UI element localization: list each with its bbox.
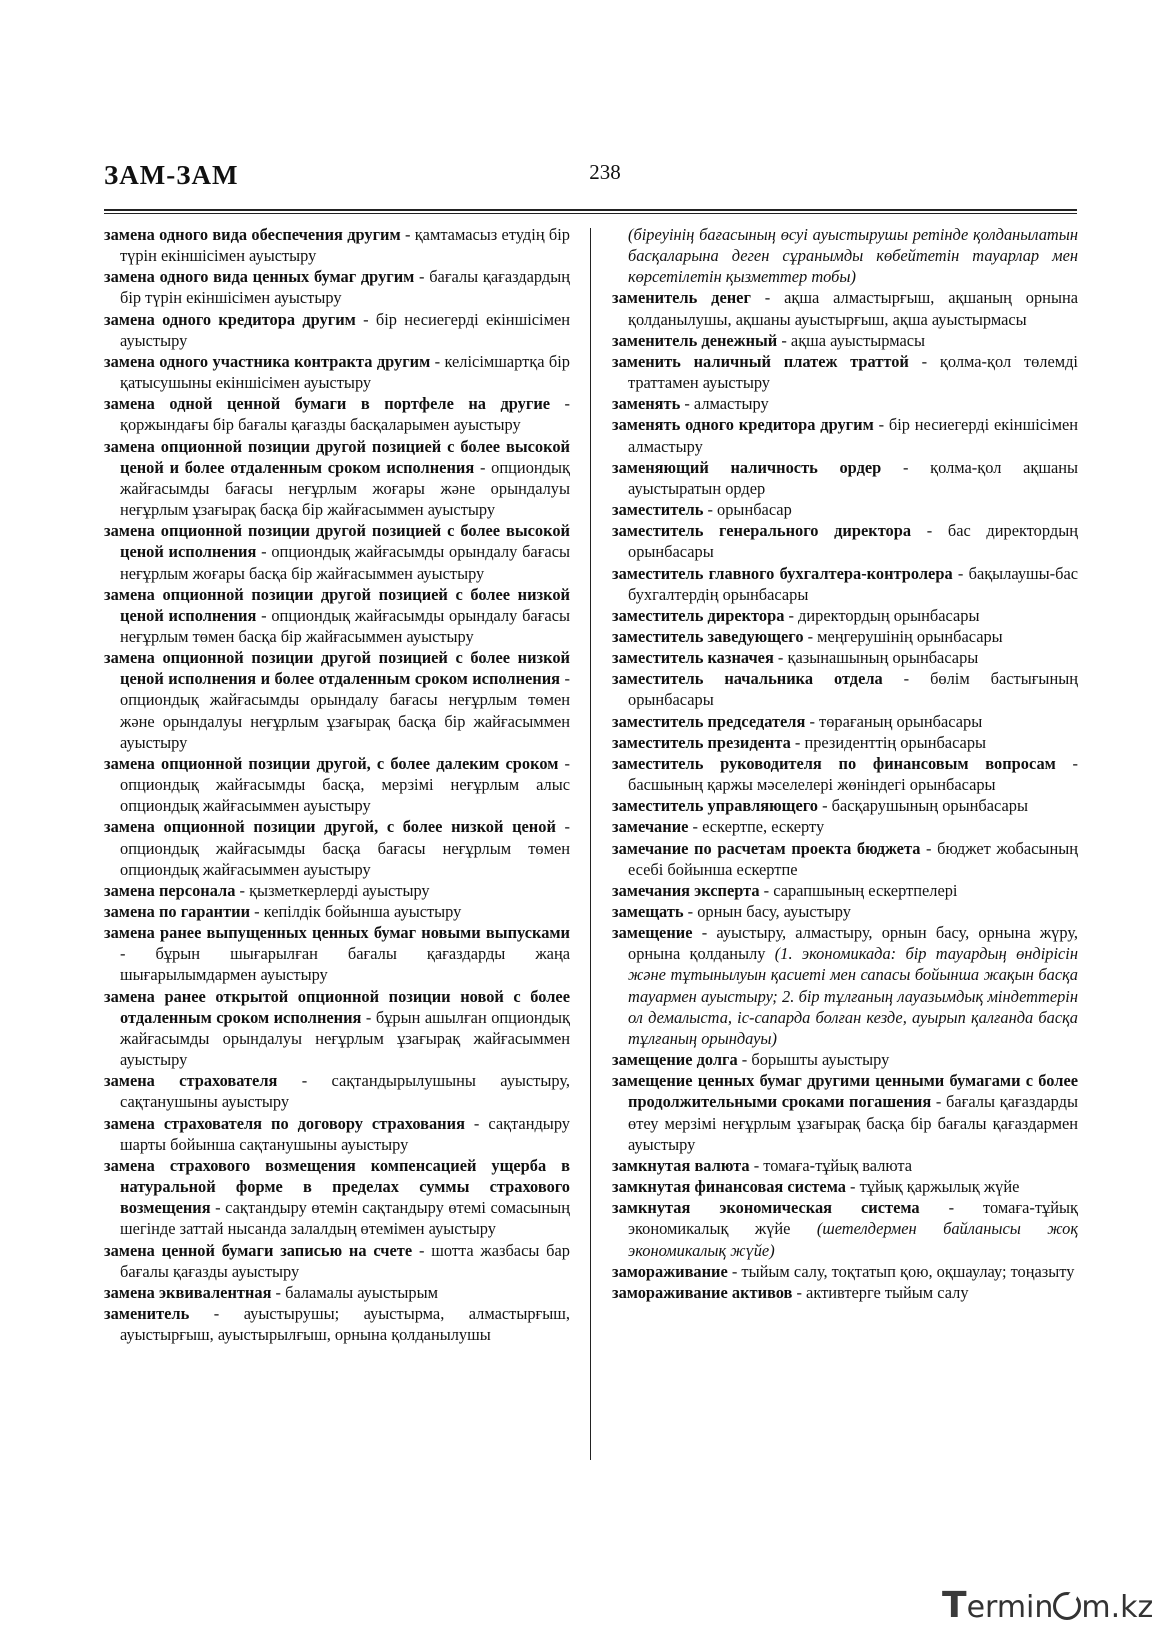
dictionary-entry (612, 922, 1078, 1049)
dictionary-entry (612, 816, 1078, 837)
entry-definition: - тыйым салу, тоқтатып қою, оқшаулау; тоңазыту (727, 1261, 1075, 1281)
entry-term: замораживание (612, 1261, 728, 1281)
dictionary-entry (612, 457, 1078, 499)
entry-definition: - сақтандыру шарты бойынша сақтанушыны ауыстыру (120, 1113, 570, 1154)
dictionary-entry (104, 1282, 570, 1303)
entry-term: замена опционной позиции другой позицией с более высокой ценой исполнения (104, 521, 570, 562)
entry-definition: - қызметкерлерді ауыстыру (235, 880, 430, 900)
entry-term: замена страхователя (104, 1071, 278, 1091)
entry-term: заместитель заведующего (612, 626, 804, 646)
entry-definition: - баламалы ауыстырым (271, 1282, 438, 1302)
entry-definition: - шотта жазбасы бар бағалы қағазды ауыстыру (120, 1240, 570, 1281)
dictionary-entry (612, 901, 1078, 922)
entry-definition: - бір несиегерді екіншісімен ауыстыру (120, 309, 571, 350)
entry-term: замкнутая валюта (612, 1155, 750, 1175)
entry-term: заменять одного кредитора другим (612, 415, 874, 435)
dictionary-entry (612, 414, 1078, 456)
entry-definition: - қазынашының орынбасары (773, 648, 979, 668)
logo-text-start: ermin (966, 1590, 1054, 1625)
entry-definition: - бұрын ашылған опциондық жайғасымды орындалуы неғұрлым ұзағырақ жайғасыммен ауыстыру (120, 1007, 570, 1070)
entry-term: заменить наличный платеж траттой (612, 351, 909, 371)
entry-term: заменитель (104, 1303, 190, 1323)
dictionary-entry (612, 795, 1078, 816)
entry-definition: - бюджет жобасының есебі бойынша ескертпе (628, 838, 1078, 879)
entry-definition: - опциондық жайғасымды басқа, мерзімі неғұрлым алыс опциондық жайғасыммен ауыстыру (120, 753, 570, 816)
entry-definition: - директордың орынбасары (784, 605, 980, 625)
dictionary-entry (612, 1070, 1078, 1155)
termincom-logo: Termin m.kz (942, 1585, 1154, 1626)
entry-definition: - төрағаның орынбасары (805, 711, 983, 731)
entry-definition: - сарапшының ескертпелері (759, 880, 958, 900)
entry-term: замена персонала (104, 880, 236, 900)
entry-definition: - кепілдік бойынша ауыстыру (250, 902, 462, 921)
entry-term: заместитель генерального директора (612, 521, 912, 541)
dictionary-entry (612, 605, 1078, 626)
entry-definition: - опциондық жайғасымды бағасы неғұрлым жоғары және орындалуы неғұрлым ұзағырақ басқа бір жайғасыммен ауыстыру (120, 457, 570, 520)
dictionary-entry (612, 287, 1078, 329)
entry-term: заменять (612, 394, 681, 414)
entry-definition: - алмастыру (680, 394, 769, 414)
entry-definition: - орнын басу, ауыстыру (683, 902, 851, 921)
dictionary-entry (612, 1176, 1078, 1197)
entry-term: замена ранее открытой опционной позиции новой с более отдаленным сроком исполнения (104, 986, 570, 1027)
dictionary-entry (612, 1261, 1078, 1282)
entry-note: (1. экономикада: бір тауардың өндірісін және тұтынылуын қасиеті мен сапасы бойынша жақын басқа тауармен ауыстыру; 2. бір тұлғаның лауазымдық міндеттерін ол демалыста, іс-сапарда болған кезде, ауырып қалғанда басқа тұлғаның орындауы) (628, 944, 1078, 1048)
dictionary-entry (104, 922, 570, 985)
dictionary-entry (104, 647, 570, 753)
entry-term: заместитель управляющего (612, 796, 818, 816)
magnifier-o-icon (1053, 1592, 1081, 1620)
dictionary-entry (612, 1197, 1078, 1260)
dictionary-entry (104, 1240, 570, 1282)
entry-term: заместитель главного бухгалтера-контролера (612, 563, 953, 583)
entry-definition: - сақтандырылушыны ауыстыру, сақтанушыны ауыстыру (120, 1071, 570, 1112)
entry-definition: - ескертпе, ескерту (688, 817, 825, 837)
entry-definition: - басшының қаржы мәселелері жөніндегі орынбасары (628, 753, 1078, 795)
dictionary-entry (612, 838, 1078, 880)
entry-term: замкнутая финансовая система (612, 1177, 846, 1197)
page-number: 238 (589, 160, 621, 184)
entry-term: заместитель начальника отдела (612, 669, 883, 689)
entry-term: замена страхового возмещения компенсацией ущерба в натуральной форме в пределах суммы страхового возмещения (104, 1155, 570, 1218)
entry-definition: - опциондық жайғасымды орындалу бағасы неғұрлым жоғары басқа бір жайғасыммен ауыстыру (120, 542, 570, 583)
dictionary-entry (612, 1282, 1078, 1303)
dictionary-entry (104, 816, 570, 879)
entry-term: заместитель председателя (612, 711, 806, 731)
entry-term: замещение долга (612, 1050, 738, 1070)
dictionary-entry (104, 584, 570, 647)
entry-definition: - бағалы қағаздарды өтеу мерзімі неғұрлым ұзағырақ басқа бір бағалы қағаздармен ауыстыру (628, 1092, 1078, 1154)
entry-term: замечание по расчетам проекта бюджета (612, 838, 921, 858)
dictionary-entry (612, 351, 1078, 393)
entry-term: заместитель директора (612, 605, 785, 625)
entry-definition: - опциондық жайғасымды басқа бағасы неғұрлым төмен опциондық жайғасыммен ауыстыру (120, 817, 570, 879)
entry-term: заменитель денег (612, 288, 751, 308)
dictionary-entry (612, 732, 1078, 753)
entry-term: замена одного вида ценных бумаг другим (104, 267, 415, 287)
dictionary-entry (104, 986, 570, 1071)
entry-definition: - бақылаушы-бас бухгалтердің орынбасары (628, 563, 1078, 604)
entry-definition: - ауыстырушы; ауыстырма, алмастырғыш, ауыстырғыш, ауыстырылғыш, орнына қолданылушы (120, 1303, 570, 1345)
column-divider (590, 228, 591, 1460)
entry-definition: - қамтамасыз етудің бір түрін екіншісімен ауыстыру (120, 225, 570, 266)
entry-term: замещение (612, 923, 693, 943)
entry-term: замена ценной бумаги записью на счете (104, 1240, 413, 1260)
entry-term: замена опционной позиции другой позицией с более низкой ценой исполнения (104, 584, 570, 625)
entry-definition: - қоржындағы бір бағалы қағазды басқаларымен ауыстыру (120, 394, 570, 435)
dictionary-entry (104, 520, 570, 583)
entry-definition: - ақша ауыстырмасы (777, 330, 926, 350)
entry-definition: - қолма-қол ақшаны ауыстыратын ордер (628, 457, 1079, 498)
dictionary-entry (612, 1155, 1078, 1176)
entry-term: замена одной ценной бумаги в портфеле на другие (104, 394, 551, 414)
entry-term: замена опционной позиции другой позицией с более низкой ценой исполнения и более отдаленным сроком исполнения (104, 648, 570, 689)
entry-definition: - бұрын шығарылған бағалы қағаздарды жаңа шығарылымдармен ауыстыру (120, 944, 570, 985)
entry-term: замена ранее выпущенных ценных бумаг новыми выпусками (104, 923, 570, 943)
entry-term: замораживание активов (612, 1282, 793, 1302)
dictionary-entry (612, 668, 1078, 710)
entry-term: заместитель казначея (612, 648, 774, 668)
dictionary-entry (612, 393, 1078, 414)
right-column (612, 224, 1078, 1303)
entry-definition: - ауыстыру, алмастыру, орнын басу, орнына жүру, орнына қолданылу (628, 923, 1078, 964)
entry-definition: - бір несиегерді екіншісімен алмастыру (628, 415, 1079, 456)
logo-text-end: m.kz (1081, 1590, 1154, 1625)
entry-term: замещать (612, 902, 684, 921)
dictionary-entry (104, 1070, 570, 1112)
entry-term: замкнутая экономическая система (612, 1198, 920, 1218)
entry-definition: - борышты ауыстыру (737, 1050, 890, 1070)
entry-term: заместитель руководителя по финансовым вопросам (612, 753, 1056, 773)
dictionary-entry (104, 224, 570, 266)
entry-term: замена страхователя по договору страхования (104, 1113, 465, 1133)
entry-definition: - бағалы қағаздардың бір түрін екіншісімен ауыстыру (120, 267, 570, 308)
entry-term: замена опционной позиции другой, с более далеким сроком (104, 753, 559, 773)
entry-term: заменяющий наличность ордер (612, 457, 882, 477)
entry-definition: - басқарушының орынбасары (818, 796, 1028, 816)
dictionary-entry (104, 436, 570, 521)
entry-term: замена одного участника контракта другим (104, 351, 431, 371)
dictionary-entry (104, 753, 570, 816)
entry-definition: - опциондық жайғасымды орындалу бағасы неғұрлым төмен басқа бір жайғасыммен ауыстыру (120, 605, 570, 646)
dictionary-entry (104, 1155, 570, 1240)
dictionary-entry (612, 330, 1078, 351)
entry-definition: - қолма-қол төлемді траттамен ауыстыру (628, 351, 1078, 393)
entry-term: замечания эксперта (612, 880, 760, 900)
entry-definition: - ақша алмастырғыш, ақшаның орнына қолданылушы, ақшаны ауыстырғыш, ақша ауыстырмасы (628, 288, 1078, 329)
entry-definition: - президенттің орынбасары (790, 732, 987, 752)
entry-term: замена одного вида обеспечения другим (104, 225, 401, 244)
entry-definition: - бас директордың орынбасары (628, 521, 1078, 562)
entry-term: замена одного кредитора другим (104, 309, 356, 329)
dictionary-entry (104, 266, 570, 308)
entry-term: заместитель президента (612, 732, 791, 752)
entry-definition: - бөлім бастығының орынбасары (628, 669, 1078, 710)
entry-definition: - опциондық жайғасымды орындалу бағасы неғұрлым төмен және орындалуы неғұрлым ұзағырақ басқа бір жайғасыммен ауыстыру (120, 669, 570, 752)
header-rule-thin (104, 213, 1077, 214)
dictionary-entry (612, 520, 1078, 562)
left-column (104, 224, 570, 1345)
dictionary-entry (612, 647, 1078, 668)
entry-definition: - меңгерушінің орынбасары (803, 626, 1003, 646)
dictionary-entry (104, 351, 570, 393)
entry-term: замена опционной позиции другой позицией с более высокой ценой и более отдаленным сроком исполнения (104, 436, 570, 477)
entry-term: замечание (612, 817, 689, 837)
entry-term: заменитель денежный (612, 330, 778, 350)
dictionary-entry (612, 711, 1078, 732)
entry-term: замена опционной позиции другой, с более низкой ценой (104, 817, 556, 837)
dictionary-entry (104, 1303, 570, 1345)
entry-definition: - томаға-тұйық валюта (749, 1155, 913, 1175)
dictionary-entry (612, 880, 1078, 901)
entry-term: заместитель (612, 500, 704, 520)
dictionary-entry (104, 880, 570, 901)
dictionary-entry (612, 626, 1078, 647)
dictionary-entry (612, 753, 1078, 795)
dictionary-entry (104, 1113, 570, 1155)
dictionary-entry (612, 499, 1078, 520)
dictionary-entry (612, 563, 1078, 605)
continued-note: (біреуінің бағасының өсуі ауыстырушы ретінде қолданылатын басқаларына деген сұранымды көбейтетін тауарлар мен көрсетілетін қызметтер тобы) (628, 225, 1078, 287)
header-rule-thick (104, 209, 1077, 211)
dictionary-entry (612, 1049, 1078, 1070)
dictionary-entry (104, 393, 570, 435)
entry-definition: - сақтандыру өтемін сақтандыру өтемі сомасының шегінде заттай нысанда залалдың өтемімен ауыстыру (120, 1198, 570, 1239)
entry-definition: - тұйық қаржылық жүйе (845, 1177, 1020, 1197)
entry-term: замена по гарантии (104, 902, 251, 921)
entry-definition: - активтерге тыйым салу (792, 1282, 969, 1302)
dictionary-entry (104, 309, 570, 351)
entry-note: (шетелдермен байланысы жоқ экономикалық жүйе) (628, 1219, 1078, 1260)
entry-definition: - орынбасар (703, 500, 792, 520)
entry-definition: - келісімшартқа бір қатысушыны екіншісімен ауыстыру (120, 351, 570, 393)
entry-term: замена эквивалентная (104, 1282, 272, 1302)
running-header-title: ЗАМ-ЗАМ (104, 160, 239, 190)
entry-term: замещение ценных бумаг другими ценными бумагами с более продолжительными сроками погашения (612, 1071, 1078, 1112)
dictionary-entry (104, 901, 570, 922)
entry-definition: - томаға-тұйық экономикалық жүйе (628, 1198, 1078, 1239)
